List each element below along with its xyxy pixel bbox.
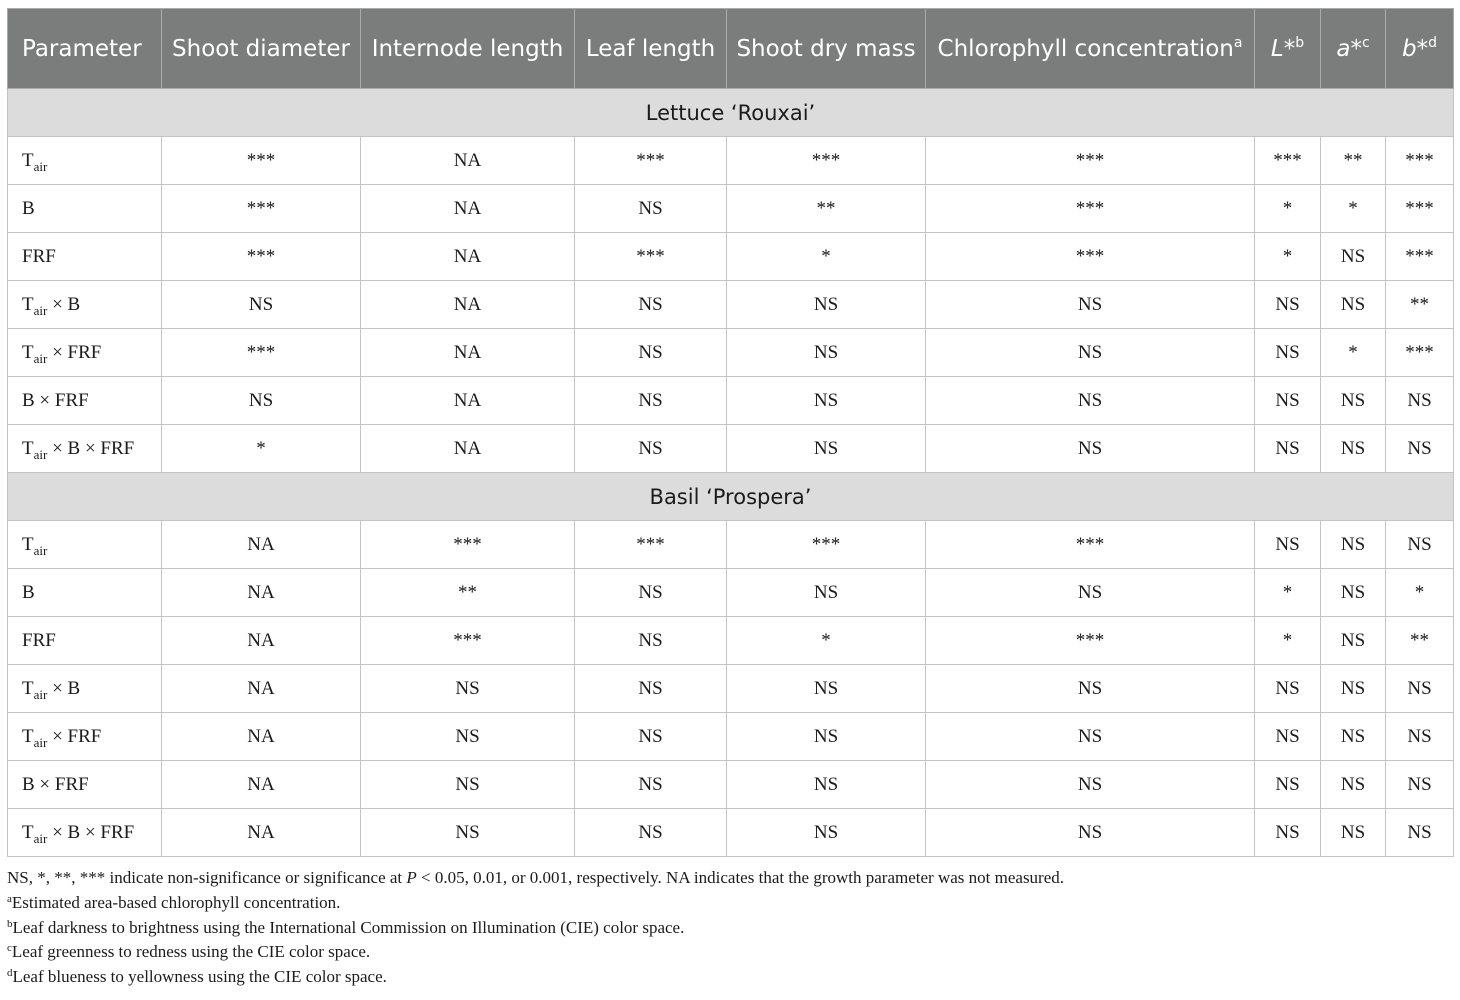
significance-cell: NS: [575, 329, 727, 377]
significance-cell: NS: [926, 281, 1255, 329]
significance-cell: NS: [1321, 281, 1386, 329]
parameter-cell: [8, 665, 162, 713]
significance-cell: NS: [1321, 809, 1386, 857]
significance-cell: ***: [575, 521, 727, 569]
parameter-text: T: [22, 677, 34, 699]
subscript: air: [33, 446, 48, 462]
significance-cell: NS: [1255, 665, 1321, 713]
column-header: [575, 9, 727, 89]
significance-cell: *: [1255, 185, 1321, 233]
parameter-text: FRF: [22, 629, 56, 651]
parameter-text: FRF: [22, 245, 56, 267]
footnote-marker: c: [1361, 34, 1370, 51]
parameter-text: T: [22, 149, 34, 171]
footnote-marker: d: [7, 967, 13, 980]
significance-cell: ***: [162, 137, 361, 185]
significance-cell: NS: [1386, 521, 1454, 569]
column-header-label: a*: [1336, 35, 1362, 62]
significance-cell: NA: [361, 377, 575, 425]
significance-cell: ***: [727, 521, 926, 569]
column-header: [926, 9, 1255, 89]
table-row: [8, 713, 1454, 761]
footnote-marker: a: [1233, 34, 1243, 51]
significance-cell: NS: [162, 377, 361, 425]
parameter-text: B × FRF: [22, 773, 89, 795]
significance-cell: NS: [361, 665, 575, 713]
significance-cell: NS: [361, 809, 575, 857]
significance-cell: NS: [1255, 329, 1321, 377]
column-header: [8, 9, 162, 89]
footnote: [7, 940, 1453, 965]
significance-cell: NS: [1386, 761, 1454, 809]
significance-cell: ***: [361, 521, 575, 569]
subscript: air: [33, 542, 48, 558]
section-title: Lettuce ‘Rouxai’: [8, 89, 1454, 137]
significance-cell: NS: [1321, 665, 1386, 713]
table-row: [8, 425, 1454, 473]
significance-cell: NS: [1255, 425, 1321, 473]
significance-cell: NS: [1255, 713, 1321, 761]
significance-cell: NA: [162, 761, 361, 809]
parameter-text: B: [22, 581, 35, 603]
significance-cell: NS: [1255, 521, 1321, 569]
significance-cell: **: [361, 569, 575, 617]
section-title: Basil ‘Prospera’: [8, 473, 1454, 521]
significance-cell: *: [1255, 233, 1321, 281]
footnote: [7, 866, 1453, 891]
table-row: [8, 377, 1454, 425]
table-header-row: [8, 9, 1454, 89]
significance-cell: NS: [926, 569, 1255, 617]
significance-cell: NS: [1255, 761, 1321, 809]
significance-cell: *: [727, 617, 926, 665]
parameter-text: × FRF: [47, 341, 102, 363]
column-header-label: b*: [1402, 35, 1429, 62]
significance-cell: ***: [727, 137, 926, 185]
significance-cell: ***: [926, 233, 1255, 281]
significance-cell: NS: [575, 281, 727, 329]
parameter-text: × B: [47, 293, 81, 315]
table-row: [8, 137, 1454, 185]
significance-cell: ***: [162, 185, 361, 233]
significance-cell: NA: [361, 425, 575, 473]
table-row: [8, 329, 1454, 377]
column-header: [1321, 9, 1386, 89]
significance-cell: NS: [926, 809, 1255, 857]
column-header-label: Internode length: [371, 35, 564, 62]
parameter-cell: [8, 713, 162, 761]
column-header: [1386, 9, 1454, 89]
significance-cell: NA: [361, 137, 575, 185]
table-row: [8, 809, 1454, 857]
significance-cell: NS: [1321, 617, 1386, 665]
parameter-text: T: [22, 725, 34, 747]
table-row: [8, 185, 1454, 233]
significance-cell: NS: [1321, 233, 1386, 281]
parameter-text: T: [22, 293, 34, 315]
significance-cell: NA: [162, 569, 361, 617]
column-header-label: Parameter: [22, 35, 142, 62]
significance-cell: NS: [727, 665, 926, 713]
parameter-text: B × FRF: [22, 389, 89, 411]
subscript: air: [33, 158, 48, 174]
parameter-cell: [8, 281, 162, 329]
parameter-cell: [8, 761, 162, 809]
significance-cell: *: [1321, 329, 1386, 377]
significance-cell: NS: [1321, 713, 1386, 761]
significance-cell: NS: [575, 617, 727, 665]
parameter-text: T: [22, 821, 34, 843]
significance-cell: NS: [162, 281, 361, 329]
significance-cell: NS: [575, 569, 727, 617]
column-header-label: Shoot dry mass: [736, 35, 916, 62]
parameter-text: T: [22, 341, 34, 363]
table-row: [8, 617, 1454, 665]
column-header-label: Chlorophyll concentration: [937, 35, 1234, 62]
parameter-text: × B × FRF: [47, 821, 135, 843]
subscript: air: [33, 350, 48, 366]
significance-cell: NA: [361, 185, 575, 233]
significance-cell: *: [1255, 569, 1321, 617]
significance-cell: ***: [926, 185, 1255, 233]
significance-cell: ***: [1386, 137, 1454, 185]
significance-cell: *: [1386, 569, 1454, 617]
parameter-cell: [8, 329, 162, 377]
significance-cell: NS: [1386, 809, 1454, 857]
parameter-text: T: [22, 437, 34, 459]
parameter-cell: [8, 377, 162, 425]
significance-cell: ***: [1386, 233, 1454, 281]
table-row: [8, 281, 1454, 329]
footnote: [7, 891, 1453, 916]
parameter-cell: [8, 137, 162, 185]
significance-cell: NS: [926, 761, 1255, 809]
significance-cell: ***: [1386, 329, 1454, 377]
column-header: [361, 9, 575, 89]
significance-cell: NS: [1255, 809, 1321, 857]
significance-cell: *: [1321, 185, 1386, 233]
significance-cell: NS: [575, 665, 727, 713]
significance-cell: **: [1321, 137, 1386, 185]
significance-cell: NS: [1386, 713, 1454, 761]
significance-cell: NS: [575, 185, 727, 233]
footnote-marker: c: [7, 942, 12, 955]
table-body: [8, 89, 1454, 857]
italic-symbol: P: [406, 868, 417, 887]
significance-cell: NS: [1255, 281, 1321, 329]
significance-cell: NS: [727, 569, 926, 617]
footnote-text: < 0.05, 0.01, or 0.001, respectively. NA indicates that the growth parameter was not measured.: [416, 868, 1065, 887]
significance-cell: NA: [361, 281, 575, 329]
subscript: air: [33, 686, 48, 702]
significance-cell: NS: [727, 377, 926, 425]
parameter-text: T: [22, 533, 34, 555]
significance-cell: NA: [361, 233, 575, 281]
column-header-label: Shoot diameter: [172, 35, 350, 62]
significance-cell: ***: [162, 329, 361, 377]
table-row: [8, 233, 1454, 281]
significance-cell: ***: [575, 233, 727, 281]
significance-cell: NS: [575, 713, 727, 761]
footnote-text: Leaf greenness to redness using the CIE color space.: [11, 942, 371, 962]
subscript: air: [33, 302, 48, 318]
footnote-marker: b: [1295, 34, 1305, 51]
significance-cell: ***: [1386, 185, 1454, 233]
parameter-text: × FRF: [47, 725, 102, 747]
significance-cell: NA: [162, 665, 361, 713]
significance-cell: NS: [926, 713, 1255, 761]
significance-cell: NA: [162, 617, 361, 665]
significance-cell: **: [1386, 281, 1454, 329]
significance-cell: NS: [727, 425, 926, 473]
parameter-cell: [8, 569, 162, 617]
column-header: [727, 9, 926, 89]
parameter-cell: [8, 185, 162, 233]
column-header: [162, 9, 361, 89]
significance-cell: NS: [575, 761, 727, 809]
column-header-label: Leaf length: [585, 35, 716, 62]
significance-cell: NA: [361, 329, 575, 377]
parameter-cell: [8, 521, 162, 569]
table-container: [7, 8, 1453, 990]
footnote-text: Leaf darkness to brightness using the International Commission on Illumination (CIE) color space.: [12, 917, 685, 937]
subscript: air: [33, 830, 48, 846]
section-row: [8, 89, 1454, 137]
significance-cell: NA: [162, 809, 361, 857]
significance-cell: *: [727, 233, 926, 281]
significance-cell: NS: [1321, 761, 1386, 809]
significance-cell: NA: [162, 713, 361, 761]
significance-cell: NS: [1386, 377, 1454, 425]
significance-cell: NS: [926, 425, 1255, 473]
parameter-cell: [8, 617, 162, 665]
significance-cell: NS: [1321, 521, 1386, 569]
significance-cell: ***: [361, 617, 575, 665]
parameter-text: × B × FRF: [47, 437, 135, 459]
table-row: [8, 761, 1454, 809]
significance-cell: NS: [727, 809, 926, 857]
significance-cell: NS: [575, 377, 727, 425]
significance-cell: NS: [361, 713, 575, 761]
footnote-text: NS, *, **, *** indicate non-significance or significance at: [7, 868, 407, 887]
table-row: [8, 569, 1454, 617]
significance-cell: **: [1386, 617, 1454, 665]
significance-cell: *: [162, 425, 361, 473]
significance-cell: ***: [575, 137, 727, 185]
footnote-marker: d: [1428, 34, 1437, 51]
column-header-label: L*: [1270, 35, 1296, 62]
significance-cell: ***: [926, 617, 1255, 665]
significance-cell: **: [727, 185, 926, 233]
significance-cell: NS: [1255, 377, 1321, 425]
significance-cell: NS: [1321, 569, 1386, 617]
significance-cell: NS: [727, 761, 926, 809]
table-row: [8, 521, 1454, 569]
parameter-text: B: [22, 197, 35, 219]
significance-cell: NS: [1386, 425, 1454, 473]
significance-cell: *: [1255, 617, 1321, 665]
significance-cell: NS: [727, 281, 926, 329]
section-row: [8, 473, 1454, 521]
significance-cell: NS: [361, 761, 575, 809]
table-row: [8, 665, 1454, 713]
footnote-text: Estimated area-based chlorophyll concentration.: [11, 892, 341, 912]
significance-cell: NS: [1386, 665, 1454, 713]
parameter-cell: [8, 233, 162, 281]
column-header: [1255, 9, 1321, 89]
significance-cell: NS: [926, 329, 1255, 377]
significance-cell: NS: [926, 665, 1255, 713]
significance-cell: NS: [926, 377, 1255, 425]
footnote: [7, 965, 1453, 990]
significance-cell: NS: [727, 713, 926, 761]
significance-cell: ***: [162, 233, 361, 281]
footnote-marker: a: [7, 892, 12, 905]
parameter-text: × B: [47, 677, 81, 699]
significance-cell: ***: [1255, 137, 1321, 185]
significance-cell: NA: [162, 521, 361, 569]
footnote: [7, 916, 1453, 941]
significance-cell: NS: [575, 425, 727, 473]
table-footnotes: [7, 866, 1453, 990]
significance-cell: ***: [926, 521, 1255, 569]
parameter-cell: [8, 809, 162, 857]
significance-table: [7, 8, 1454, 857]
subscript: air: [33, 734, 48, 750]
significance-cell: NS: [1321, 425, 1386, 473]
significance-cell: NS: [1321, 377, 1386, 425]
footnote-text: Leaf blueness to yellowness using the CIE color space.: [12, 967, 387, 987]
footnote-marker: b: [7, 917, 13, 930]
significance-cell: NS: [727, 329, 926, 377]
significance-cell: NS: [575, 809, 727, 857]
significance-cell: ***: [926, 137, 1255, 185]
parameter-cell: [8, 425, 162, 473]
